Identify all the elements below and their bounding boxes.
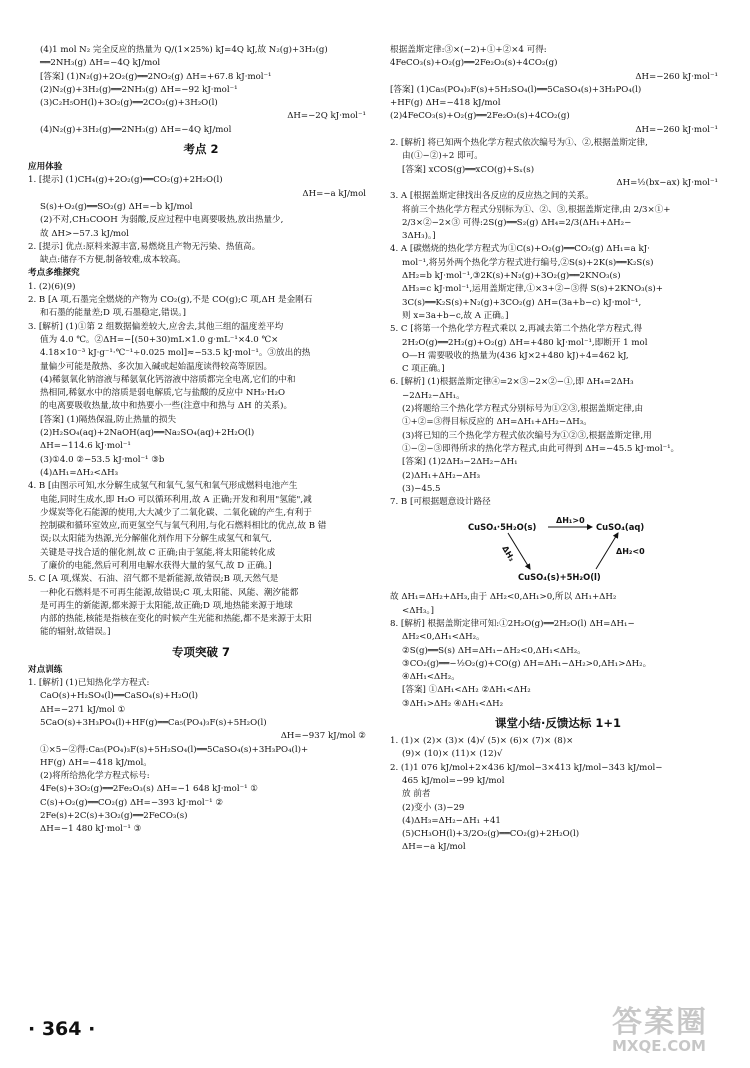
section-heading: 课堂小结·反馈达标 1+1 <box>494 716 621 731</box>
text-line: 2. [解析] 将已知两个热化学方程式依次编号为①、②,根据盖斯定律, <box>390 138 648 149</box>
text-line: ①×5−②得:Ca₅(PO₄)₃F(s)+5H₂SO₄(l)══5CaSO₄(s)+3H₃PO₄(l)+ <box>40 744 309 755</box>
text-line: <ΔH₃。] <box>402 605 434 616</box>
label-cuso4-5h2o: CuSO₄·5H₂O(s) <box>468 522 537 533</box>
text-line: (4)稀氨氧化钠溶液与稀氨氧化钙溶液中溶质都完全电离,它们的中和 <box>40 374 296 385</box>
watermark <box>612 1005 708 1055</box>
text-line: (2)不对,CH₃COOH 为弱酸,反应过程中电离要吸热,放出热量少, <box>40 215 284 226</box>
text-line: (2)H₂SO₄(aq)+2NaOH(aq)══Na₂SO₄(aq)+2H₂O(l) <box>40 428 255 439</box>
text-line: ④ΔH₁<ΔH₂。 <box>402 672 460 683</box>
label-cuso4-s: CuSO₄(s)+5H₂O(l) <box>518 572 601 583</box>
text-line: 465 kJ/mol=−99 kJ/mol <box>402 775 505 786</box>
text-line: 1. (1)× (2)× (3)× (4)√ (5)× (6)× (7)× (8)× <box>390 736 574 747</box>
text-line: 4. A [碳燃烧的热化学方程式为①C(s)+O₂(g)══CO₂(g) ΔH₁=a kJ· <box>390 244 650 255</box>
text-line: 关键是寻找合适的催化剂,故 C 正确;由于氢能,将太阳能转化成 <box>40 547 276 558</box>
text-line: 3ΔH₃)。] <box>402 231 436 242</box>
text-line: ΔH=−271 kJ/mol ① <box>40 704 126 715</box>
text-line: 量偏少可能是散热、多次加入碱或起始温度读得较高等原因。 <box>40 361 273 372</box>
text-line: 5CaO(s)+3H₃PO₄(l)+HF(g)══Ca₅(PO₄)₃F(s)+5H₂O(l) <box>40 717 267 728</box>
subsection-heading: 对点训练 <box>28 664 63 675</box>
text-line: 2. [提示] 优点:原料来源丰富,易燃烧且产物无污染、热值高。 <box>28 241 261 252</box>
text-line: ΔH=−a kJ/mol <box>402 842 466 853</box>
right-column <box>390 44 726 855</box>
text-line: 是可再生的新能源,都来源于太阳能,故正确;D 项,地热能来源于地球 <box>40 600 293 611</box>
text-line: ③CO₂(g)══−½O₂(g)+CO(g) ΔH=ΔH₁−ΔH₂>0,ΔH₁>ΔH₂。 <box>402 658 652 669</box>
text-line: 8. [解析] 根据盖斯定律可知:①2H₂O(g)══2H₂O(l) ΔH=ΔH₁− <box>390 618 635 629</box>
text-line: −2ΔH₂−ΔH₁。 <box>402 390 465 401</box>
text-line: ①+②=③得目标反应的 ΔH=ΔH₁+ΔH₂−ΔH₃。 <box>402 417 592 428</box>
text-line: 则 x=3a+b−c,故 A 正确。] <box>402 310 509 321</box>
text-line: (3)C₂H₅OH(l)+3O₂(g)══2CO₂(g)+3H₂O(l) <box>40 98 218 109</box>
text-line: 2Fe(s)+2C(s)+3O₂(g)══2FeCO₃(s) <box>40 811 188 822</box>
text-line: ΔH₂<0,ΔH₁<ΔH₂。 <box>402 632 485 643</box>
text-line: (3)①4.0 ②−53.5 kJ·mol⁻¹ ③b <box>40 454 165 465</box>
text-line: 能的辐射,故错误。] <box>40 627 111 638</box>
section-heading: 专项突破 7 <box>171 644 230 659</box>
label-cuso4-aq: CuSO₄(aq) <box>596 522 645 533</box>
text-line: ΔH=−1 480 kJ·mol⁻¹ ③ <box>40 824 142 835</box>
text-line: 4FeCO₃(s)+O₂(g)══2Fe₂O₃(s)+4CO₂(g) <box>390 58 558 69</box>
right-arrow <box>596 533 618 569</box>
text-line: 由(①−②)÷2 即可。 <box>402 151 483 162</box>
text-line: 的电离要吸收热量,故中和热要小一些(注意中和热与 ΔH 的关系)。 <box>40 401 293 412</box>
text-line: O—H 需要吸收的热量为(436 kJ×2+480 kJ)÷4=462 kJ, <box>402 350 629 361</box>
text-line: (4)1 mol N₂ 完全反应的热量为 Q/(1×25%) kJ=4Q kJ,故 N₂(g)+3H₂(g) <box>40 45 328 55</box>
label-dh3: ΔH₃ <box>500 544 517 564</box>
text-line: (2)N₂(g)+3H₂(g)══2NH₃(g) ΔH=−92 kJ·mol⁻¹ <box>40 84 238 95</box>
text-line: 电能,同时生成水,即 H₂O 可以循环利用,故 A 正确;开发和利用"氢能",减 <box>40 494 312 505</box>
text-line: (4)ΔH₁=ΔH₂<ΔH₃ <box>40 467 119 478</box>
subsection-heading: 考点多维探究 <box>28 268 80 279</box>
text-line: 将前三个热化学方程式分别标为①、②、③,根据盖斯定律,由 2/3×①+ <box>402 204 671 215</box>
text-line: 4. B [由图示可知,水分解生成氢气和氧气,氢气和氧气形成燃料电池产生 <box>28 481 298 492</box>
text-line: (3)−45.5 <box>402 483 441 494</box>
text-line: 3C(s)══K₂S(s)+N₂(g)+3CO₂(g) ΔH=(3a+b−c) kJ·mol⁻¹, <box>402 297 642 308</box>
text-line: (5)CH₃OH(l)+3/2O₂(g)══CO₂(g)+2H₂O(l) <box>402 829 580 840</box>
text-line: (2)将题给三个热化学方程式分别标号为①②③,根据盖斯定律,由 <box>402 404 644 415</box>
text-line: 了廉价的电能,然后可利用电解水获得大量的氢气,故 D 正确。] <box>40 560 272 571</box>
text-line: (4)ΔH₃=ΔH₂−ΔH₁ +41 <box>402 815 501 826</box>
text-line: ΔH=−260 kJ·mol⁻¹ <box>635 124 718 135</box>
text-line: [答案] (1)2ΔH₃−2ΔH₂−ΔH₁ <box>402 457 518 468</box>
watermark-text: 答案圈 <box>612 1005 708 1040</box>
text-line: ΔH₃=c kJ·mol⁻¹,运用盖斯定律,①×3+②−③得 S(s)+2KNO₃(s)+ <box>402 284 663 295</box>
text-line: ②S(g)══S(s) ΔH=ΔH₁−ΔH₂<0,ΔH₁<ΔH₂。 <box>402 645 586 656</box>
text-line: 误;以太阳能为热源,光分解催化剂作用下分解生成氢气和氧气, <box>40 534 272 545</box>
text-line: (9)× (10)× (11)× (12)√ <box>402 749 503 760</box>
text-line: 缺点:储存不方便,制备较难,成本较高。 <box>40 255 186 266</box>
text-line: 控制碳和循环室效应,而更氢空气与氧气利用,与化石燃料相比的优点,故 B 错 <box>40 521 327 532</box>
text-line: [答案] ①ΔH₁<ΔH₂ ②ΔH₁<ΔH₂ <box>402 685 531 696</box>
text-line: 根据盖斯定律:③×(−2)+①+②×4 可得: <box>390 45 547 55</box>
text-line: ΔH=−937 kJ/mol ② <box>280 731 366 742</box>
text-line: (4)N₂(g)+3H₂(g)══2NH₃(g) ΔH=−4Q kJ/mol <box>40 124 232 135</box>
text-line: 热相同,稀氨水中的溶质是弱电解质,它与盐酸的反应中 NH₃·H₂O <box>40 388 286 399</box>
text-line: ══2NH₃(g) ΔH=−4Q kJ/mol <box>40 58 161 69</box>
text-line: [答案] (1)隔热保温,防止热量的损失 <box>40 414 177 425</box>
text-line: ΔH₂=b kJ·mol⁻¹,③2K(s)+N₂(g)+3O₂(g)══2KNO₃(s) <box>402 271 621 282</box>
text-line: 6. [解析] (1)根据盖斯定律④=2×③−2×②−①,即 ΔH₄=2ΔH₃ <box>390 377 634 388</box>
text-line: ΔH=−114.6 kJ·mol⁻¹ <box>40 441 131 452</box>
text-line: 2. (1)1 076 kJ/mol+2×436 kJ/mol−3×413 kJ/mol−343 kJ/mol− <box>390 762 663 773</box>
text-line: 少煤炭等化石能源的使用,大大减少了二氧化碳、二氧化硫的产生,有利于 <box>40 507 312 518</box>
text-line: 4Fe(s)+3O₂(g)══2Fe₂O₃(s) ΔH=−1 648 kJ·mol⁻¹ ① <box>40 784 259 795</box>
text-line: 故 ΔH>−57.3 kJ/mol <box>40 228 129 239</box>
text-line: ΔH=½(bx−ax) kJ·mol⁻¹ <box>616 177 718 188</box>
text-line: 值为 4.0 ℃。②ΔH=−[(50+30)mL×1.0 g·mL⁻¹×4.0 ℃× <box>40 334 279 345</box>
text-line: [答案] xCOS(g)══xCO(g)+Sₓ(s) <box>402 164 535 175</box>
text-line: ΔH=−a kJ/mol <box>302 188 366 199</box>
text-line: ③ΔH₁>ΔH₂ ④ΔH₁<ΔH₂ <box>402 698 504 709</box>
label-dh2: ΔH₂<0 <box>616 547 645 557</box>
text-line: 3. A [根据盖斯定律找出各反应的反应热之间的关系。 <box>390 191 594 202</box>
subsection-heading: 应用体验 <box>28 162 63 173</box>
text-line: 放 前者 <box>402 789 431 800</box>
text-line: [答案] (1)Ca₅(PO₄)₃F(s)+5H₂SO₄(l)══5CaSO₄(s)+3H₃PO₄(l) <box>390 84 642 95</box>
left-column <box>28 44 374 837</box>
text-line: 故 ΔH₁=ΔH₂+ΔH₃,由于 ΔH₂<0,ΔH₁>0,所以 ΔH₁+ΔH₂ <box>390 592 617 603</box>
text-line: +HF(g) ΔH=−418 kJ/mol <box>390 98 501 109</box>
text-line: C 项正确。] <box>402 364 445 375</box>
text-line: S(s)+O₂(g)══SO₂(g) ΔH=−b kJ/mol <box>40 201 193 212</box>
text-line: 5. C [将第一个热化学方程式乘以 2,再减去第二个热化学方程式,得 <box>390 324 643 335</box>
text-line: (2)4FeCO₃(s)+O₂(g)══2Fe₂O₃(s)+4CO₂(g) <box>390 111 570 122</box>
label-dh1: ΔH₁>0 <box>556 516 585 526</box>
text-line: (3)将已知的三个热化学方程式依次编号为①②③,根据盖斯定律,用 <box>402 430 652 441</box>
text-line: [答案] (1)N₂(g)+2O₂(g)══2NO₂(g) ΔH=+67.8 kJ·mol⁻¹ <box>40 71 272 82</box>
text-line: 2H₂O(g)══2H₂(g)+O₂(g) ΔH=+480 kJ·mol⁻¹,即断开 1 mol <box>402 337 648 348</box>
text-line: 一种化石燃料是不可再生能源,故错误;C 项,太阳能、风能、潮汐能都 <box>40 587 299 598</box>
text-line: 2/3×②−2×③ 可得:2S(g)══S₂(g) ΔH₄=2/3(ΔH₁+ΔH₂− <box>402 217 632 228</box>
text-line: (2)将所给热化学方程式标号: <box>40 771 150 782</box>
text-line: 3. [解析] (1)①第 2 组数据偏差较大,应舍去,其他三组的温度差平均 <box>28 321 284 332</box>
page-number: · 364 · <box>28 1018 96 1040</box>
text-line: 1. [解析] (1)已知热化学方程式: <box>28 678 150 689</box>
text-line: 5. C [A 项,煤炭、石油、沼气都不是新能源,故错误;B 项,天然气是 <box>28 574 279 585</box>
text-line: HF(g) ΔH=−418 kJ/mol。 <box>40 757 152 768</box>
text-line: (2)ΔH₁+ΔH₂−ΔH₃ <box>402 470 481 481</box>
text-line: ΔH=−2Q kJ·mol⁻¹ <box>287 111 366 122</box>
text-line: 内部的热能,核能是指核在变化的时候产生光能和热能,都不是来源于太阳 <box>40 614 312 625</box>
thermo-path-diagram <box>390 513 726 585</box>
text-line: mol⁻¹,将另外两个热化学方程式进行编号,②S(s)+2K(s)══K₂S(s) <box>402 257 654 268</box>
text-line: (2)变小 (3)−29 <box>402 802 465 813</box>
text-line: 1. (2)(6)(9) <box>28 281 76 292</box>
text-line: 2. B [A 项,石墨完全燃烧的产物为 CO₂(g),不是 CO(g);C 项,ΔH 是金刚石 <box>28 295 313 306</box>
text-line: CaO(s)+H₂SO₄(l)══CaSO₄(s)+H₂O(l) <box>40 691 199 702</box>
watermark-url: MXQE.COM <box>612 1037 706 1055</box>
text-line: ΔH=−260 kJ·mol⁻¹ <box>635 71 718 82</box>
text-line: C(s)+O₂(g)══CO₂(g) ΔH=−393 kJ·mol⁻¹ ② <box>40 797 224 808</box>
text-line: 4.18×10⁻³ kJ·g⁻¹·℃⁻¹÷0.025 mol]≈−53.5 kJ·mol⁻¹。③放出的热 <box>40 348 311 359</box>
text-line: 1. [提示] (1)CH₄(g)+2O₂(g)══CO₂(g)+2H₂O(l) <box>28 175 223 186</box>
text-line: 和石墨的能量差;D 项,石墨稳定,错误。] <box>40 308 186 319</box>
text-line: ①−②−③即得所求的热化学方程式,由此可得到 ΔH=−45.5 kJ·mol⁻¹。 <box>402 443 680 454</box>
section-heading: 考点 2 <box>183 142 219 157</box>
text-line: 7. B [可根据题意设计路径 <box>390 497 491 508</box>
